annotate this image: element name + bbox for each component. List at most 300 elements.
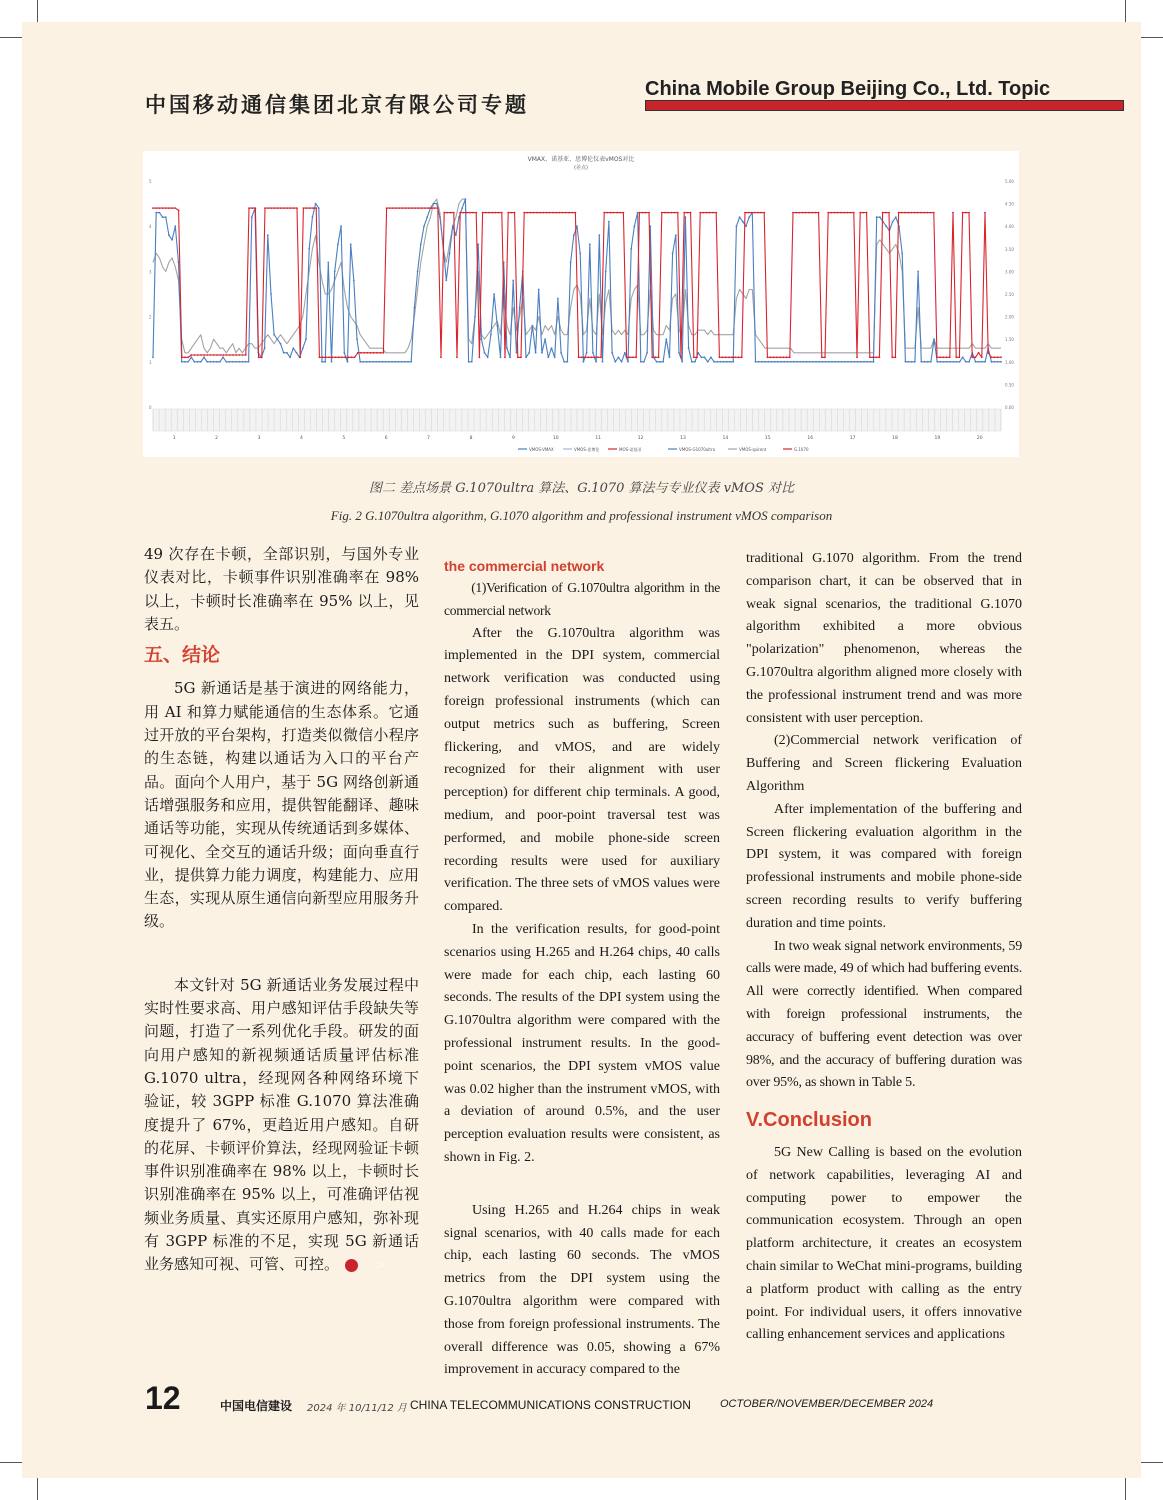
data-point (671, 212, 673, 214)
data-point (445, 280, 447, 282)
data-point (678, 352, 680, 354)
data-point (520, 356, 522, 358)
data-point (818, 212, 820, 214)
data-point (267, 207, 269, 209)
data-point (232, 354, 234, 356)
y2-tick-label: 2.00 (1005, 314, 1014, 320)
data-point (581, 356, 583, 358)
data-point (583, 361, 585, 363)
data-point (688, 347, 690, 349)
data-point (302, 347, 304, 349)
data-point (450, 212, 452, 214)
y-tick-label: 1 (149, 359, 152, 365)
data-point (675, 234, 677, 236)
data-point (511, 212, 513, 214)
data-point (869, 356, 871, 358)
data-point (356, 338, 358, 340)
legend-label: MOS-诺基亚 (619, 447, 642, 452)
data-point (547, 356, 549, 358)
data-point (978, 352, 980, 354)
data-point (943, 356, 945, 358)
data-point (159, 207, 161, 209)
data-point (255, 207, 257, 209)
data-point (536, 212, 538, 214)
data-point (619, 212, 621, 214)
data-point (292, 347, 294, 349)
magazine-name-en: CHINA TELECOMMUNICATIONS CONSTRUCTION (410, 1398, 691, 1412)
data-point (324, 361, 326, 363)
column-left (144, 543, 419, 1277)
data-point (519, 307, 521, 309)
data-point (171, 207, 173, 209)
data-point (280, 343, 282, 345)
data-point (463, 212, 465, 214)
y2-tick-label: 1.50 (1005, 337, 1014, 343)
legend-label: VMOS-思博伦 (574, 447, 600, 452)
data-point (241, 361, 243, 363)
data-point (325, 356, 327, 358)
data-point (623, 212, 625, 214)
data-point (155, 207, 157, 209)
data-point (962, 212, 964, 214)
data-point (917, 271, 919, 273)
data-point (984, 361, 986, 363)
data-point (341, 356, 343, 358)
data-point (626, 356, 628, 358)
data-point (178, 210, 180, 212)
data-point (353, 280, 355, 282)
data-point (372, 361, 374, 363)
data-point (642, 212, 644, 214)
data-point (565, 212, 567, 214)
data-point (587, 356, 589, 358)
data-point (643, 361, 645, 363)
data-point (453, 212, 455, 214)
data-point (774, 361, 776, 363)
data-point (447, 212, 449, 214)
data-point (277, 207, 279, 209)
data-point (904, 212, 906, 214)
issue-date-en: OCTOBER/NOVEMBER/DECEMBER 2024 (720, 1398, 934, 1410)
data-point (754, 212, 756, 214)
data-point (475, 212, 477, 214)
legend-label: VMOS-G1070ultra (679, 447, 716, 452)
chart-subtitle: (差点) (574, 165, 588, 171)
data-point (427, 207, 429, 209)
data-point (834, 212, 836, 214)
data-point (562, 212, 564, 214)
data-point (493, 293, 495, 295)
group-label: 12 (637, 436, 644, 441)
data-point (621, 361, 623, 363)
data-point (598, 234, 600, 236)
data-point (949, 361, 951, 363)
data-point (751, 212, 753, 214)
data-point (924, 361, 926, 363)
data-point (859, 212, 861, 214)
data-point (373, 352, 375, 354)
group-label: 8 (469, 436, 473, 441)
crop-mark (1141, 1462, 1163, 1463)
data-point (634, 225, 636, 227)
data-point (952, 212, 954, 214)
data-point (879, 356, 881, 358)
data-point (975, 361, 977, 363)
data-point (370, 352, 372, 354)
data-point (747, 212, 749, 214)
data-point (530, 212, 532, 214)
data-point (694, 361, 696, 363)
data-point (229, 361, 231, 363)
data-point (908, 361, 910, 363)
data-point (415, 207, 417, 209)
data-point (744, 212, 746, 214)
data-point (802, 212, 804, 214)
group-label: 9 (511, 436, 515, 441)
y2-tick-label: 4.50 (1005, 201, 1014, 207)
data-point (920, 212, 922, 214)
data-point (575, 212, 577, 214)
crop-mark (37, 1478, 38, 1500)
data-point (411, 207, 413, 209)
data-point (538, 289, 540, 291)
crop-mark (37, 0, 38, 22)
group-label: 14 (722, 436, 729, 441)
chart-title: VMAX、诺基亚、思博伦仪表vMOS对比 (527, 156, 635, 163)
group-label: 2 (215, 436, 219, 441)
data-point (946, 356, 948, 358)
data-point (181, 356, 183, 358)
data-point (578, 356, 580, 358)
data-point (468, 361, 470, 363)
data-point (568, 212, 570, 214)
data-point (873, 361, 875, 363)
data-point (965, 361, 967, 363)
data-point (735, 356, 737, 358)
data-point (736, 225, 738, 227)
data-point (681, 361, 683, 363)
data-point (535, 352, 537, 354)
data-point (514, 212, 516, 214)
data-point (991, 361, 993, 363)
data-point (506, 347, 508, 349)
data-point (449, 252, 451, 254)
data-point (549, 212, 551, 214)
data-point (685, 216, 687, 218)
data-point (726, 361, 728, 363)
data-point (210, 361, 212, 363)
group-label: 5 (342, 436, 346, 441)
group-label: 17 (849, 436, 856, 441)
data-point (630, 248, 632, 250)
data-point (555, 212, 557, 214)
data-point (731, 356, 733, 358)
data-point (375, 361, 377, 363)
data-point (414, 307, 416, 309)
data-point (340, 225, 342, 227)
data-point (315, 207, 317, 209)
data-point (248, 361, 250, 363)
data-point (994, 356, 996, 358)
data-point (354, 356, 356, 358)
data-point (872, 356, 874, 358)
figure-caption-cn: 图二 差点场景 G.1070ultra 算法、G.1070 算法与专业仪表 vMOS 对比 (368, 481, 794, 496)
section-title-conclusion-en: V.Conclusion (746, 1109, 872, 1132)
data-point (165, 216, 167, 218)
y2-tick-label: 4.00 (1005, 224, 1014, 230)
data-point (667, 212, 669, 214)
data-point (662, 361, 664, 363)
data-point (245, 354, 247, 356)
data-point (815, 212, 817, 214)
group-label: 11 (595, 436, 602, 441)
data-point (715, 212, 717, 214)
group-label: 10 (552, 436, 559, 441)
data-point (584, 356, 586, 358)
data-point (184, 356, 186, 358)
data-point (426, 216, 428, 218)
data-point (369, 361, 371, 363)
data-point (991, 356, 993, 358)
paragraph: (1)Verification of G.1070ultra algorithm in the commercial network (444, 580, 720, 618)
data-point (171, 239, 173, 241)
data-point (528, 352, 530, 354)
data-point (525, 356, 527, 358)
data-point (395, 207, 397, 209)
data-point (850, 212, 852, 214)
data-point (610, 212, 612, 214)
data-point (559, 212, 561, 214)
data-point (251, 207, 253, 209)
data-point (258, 356, 260, 358)
data-point (732, 361, 734, 363)
data-point (661, 212, 663, 214)
data-point (728, 356, 730, 358)
data-point (847, 212, 849, 214)
data-point (235, 354, 237, 356)
data-point (359, 361, 361, 363)
crop-mark (1125, 1478, 1126, 1500)
data-point (579, 252, 581, 254)
paragraph: 5G New Calling is based on the evolution of network capabilities, leveraging AI and computing power to empower the communication ecosystem. Through an open platform architecture, it creates an ecosystem chain similar to WeChat mini-programs, building a platform product with calling as the entry point. For individual users, it offers innovative calling enhancement services and applications (746, 1144, 1022, 1343)
data-point (911, 361, 913, 363)
data-point (700, 356, 702, 358)
data-point (994, 361, 996, 363)
data-point (351, 356, 353, 358)
data-point (866, 361, 868, 363)
data-point (840, 212, 842, 214)
data-point (479, 356, 481, 358)
data-point (755, 361, 757, 363)
data-point (648, 212, 650, 214)
data-point (541, 352, 543, 354)
data-point (716, 361, 718, 363)
data-point (386, 207, 388, 209)
y2-tick-label: 5.00 (1005, 179, 1014, 184)
data-point (191, 354, 193, 356)
data-point (399, 207, 401, 209)
data-point (474, 316, 476, 318)
data-point (618, 356, 620, 358)
y2-tick-label: 3.00 (1005, 269, 1014, 275)
data-point (452, 225, 454, 227)
paragraph: traditional G.1070 algorithm. From the trend comparison chart, it can be observed that in weak signal scenarios, the traditional G.1070 algorithm exhibited a more obvious "polarization" phenomenon, whereas the G.1070ultra algorithm aligned more closely with the professional instrument trend and was more consistent with user perception. (746, 551, 1022, 726)
data-point (975, 356, 977, 358)
crop-mark (0, 37, 22, 38)
data-point (216, 361, 218, 363)
data-point (713, 361, 715, 363)
data-point (672, 252, 674, 254)
data-point (402, 207, 404, 209)
data-point (767, 356, 769, 358)
data-point (213, 361, 215, 363)
data-point (844, 361, 846, 363)
data-point (335, 356, 337, 358)
spacer (444, 1170, 720, 1200)
data-point (404, 361, 406, 363)
data-point (472, 212, 474, 214)
y-tick-label: 3 (149, 269, 152, 275)
data-point (495, 212, 497, 214)
data-point (632, 356, 634, 358)
data-point (869, 361, 871, 363)
data-point (949, 356, 951, 358)
data-point (270, 293, 272, 295)
data-point (936, 356, 938, 358)
group-label: 16 (807, 436, 814, 441)
data-point (184, 361, 186, 363)
data-point (533, 212, 535, 214)
legend-label: G.1070 (794, 447, 809, 452)
data-point (226, 354, 228, 356)
figure-chart (143, 151, 1019, 457)
data-point (293, 207, 295, 209)
data-point (773, 356, 775, 358)
data-point (1000, 361, 1002, 363)
data-point (350, 243, 352, 245)
group-label: 6 (384, 436, 388, 441)
data-point (777, 361, 779, 363)
paragraph: In two weak signal network environments, 59 calls were made, 49 of which had buffering events. All were correctly identified. When compared with foreign professional instruments, the accuracy of buffering event detection was over 98%, and the accuracy of buffering duration was over 95%, as shown in Table 5. (746, 938, 1022, 1091)
data-point (168, 234, 170, 236)
data-point (174, 225, 176, 227)
data-point (376, 352, 378, 354)
legend-label: VMOS-VMAX (529, 447, 554, 452)
data-point (477, 243, 479, 245)
data-point (436, 203, 438, 205)
data-point (748, 216, 750, 218)
crop-mark (1125, 0, 1126, 22)
data-point (651, 356, 653, 358)
data-point (498, 212, 500, 214)
data-point (303, 207, 305, 209)
y2-tick-label: 1.00 (1005, 359, 1014, 365)
data-point (824, 356, 826, 358)
data-point (490, 334, 492, 336)
data-point (190, 356, 192, 358)
data-point (280, 207, 282, 209)
header-title-cn: 中国移动通信集团北京有限公司专题 (145, 93, 529, 117)
data-point (219, 361, 221, 363)
data-point (741, 356, 743, 358)
data-point (557, 298, 559, 300)
data-point (289, 356, 291, 358)
data-point (792, 212, 794, 214)
data-point (968, 212, 970, 214)
data-point (203, 356, 205, 358)
data-point (392, 207, 394, 209)
data-point (318, 207, 320, 209)
data-point (484, 352, 486, 354)
data-point (914, 361, 916, 363)
data-point (500, 356, 502, 358)
data-point (664, 212, 666, 214)
data-point (571, 212, 573, 214)
y2-tick-label: 0.00 (1005, 405, 1014, 410)
data-point (629, 356, 631, 358)
data-point (946, 361, 948, 363)
data-point (955, 356, 957, 358)
data-point (637, 212, 639, 214)
data-point (357, 352, 359, 354)
data-point (152, 207, 154, 209)
data-point (722, 356, 724, 358)
data-point (507, 212, 509, 214)
data-point (469, 212, 471, 214)
y2-tick-label: 0.50 (1005, 382, 1014, 388)
data-point (815, 361, 817, 363)
paragraph: (2)Commercial network verification of Buffering and Screen flickering Evaluation Algorithm (746, 733, 1022, 794)
data-point (866, 212, 868, 214)
data-point (152, 356, 154, 358)
data-point (959, 361, 961, 363)
data-point (567, 361, 569, 363)
data-point (790, 361, 792, 363)
data-point (331, 356, 333, 358)
data-point (808, 212, 810, 214)
data-point (607, 212, 609, 214)
data-point (267, 234, 269, 236)
data-point (930, 212, 932, 214)
data-point (776, 356, 778, 358)
data-point (745, 225, 747, 227)
data-point (616, 212, 618, 214)
data-point (238, 361, 240, 363)
data-point (690, 212, 692, 214)
data-point (770, 356, 772, 358)
data-point (997, 356, 999, 358)
crop-mark (0, 1462, 22, 1463)
data-point (347, 356, 349, 358)
data-point (677, 212, 679, 214)
data-point (987, 352, 989, 354)
data-point (379, 352, 381, 354)
data-point (527, 212, 529, 214)
data-point (624, 352, 626, 354)
data-point (760, 212, 762, 214)
data-point (981, 361, 983, 363)
data-point (501, 212, 503, 214)
data-point (543, 212, 545, 214)
data-point (786, 356, 788, 358)
data-point (831, 212, 833, 214)
data-point (591, 356, 593, 358)
data-point (512, 280, 514, 282)
data-point (739, 216, 741, 218)
data-point (847, 361, 849, 363)
data-point (720, 361, 722, 363)
data-point (439, 216, 441, 218)
